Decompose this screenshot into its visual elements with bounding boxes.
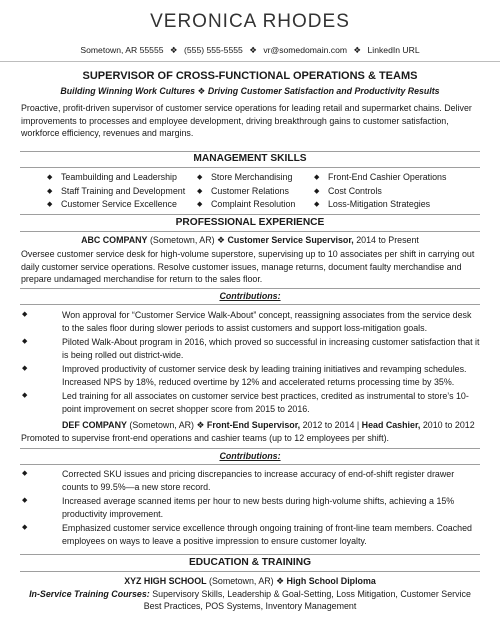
company-name: DEF COMPANY (62, 420, 127, 430)
separator-icon: ❖ (353, 45, 362, 55)
skill-item: ◆ Cost Controls (314, 185, 446, 199)
company-location: (Sometown, AR) (149, 235, 215, 245)
education-school-line (0, 575, 500, 588)
separator-icon: ❖ (249, 45, 257, 55)
job-dates: 2012 to 2014 (302, 420, 355, 430)
subheadline-part: Driving Customer Satisfaction and Productivity Results (207, 86, 440, 96)
contributions-label: Contributions: (219, 451, 281, 461)
diamond-bullet-icon: ◆ (47, 201, 53, 208)
section-divider (20, 231, 480, 232)
company-location: (Sometown, AR) (129, 420, 195, 430)
contact-phone: (555) 555-5555 (184, 45, 243, 55)
summary-paragraph: Proactive, profit-driven supervisor of customer service operations for leading retail and supermarket chains. Deliver improvements to processes and employee development, driving breakthrough gains to customer satisfaction, workforce efficiency, revenues and margins. (21, 103, 472, 138)
school-name: XYZ HIGH SCHOOL (124, 576, 207, 586)
separator-icon: ❖ (169, 45, 178, 55)
section-divider (20, 151, 480, 152)
job-description: Oversee customer service desk for high-volume superstore, supervising up to 10 associates per shift in carrying out daily customer service operations. Resolve customer issues, manage returns, document faulty merchandise and prepare undamaged merchandise for return to the sales floor. (21, 249, 475, 284)
school-location: (Sometown, AR) (209, 576, 274, 586)
diamond-bullet-icon: ◆ (47, 174, 53, 181)
section-divider (20, 214, 480, 215)
job-header (0, 235, 500, 246)
section-divider (20, 167, 480, 168)
subheadline-part: Building Winning Work Cultures (60, 86, 196, 96)
diamond-bullet-icon: ◆ (22, 524, 28, 531)
skill-item: ◆ Front-End Cashier Operations (314, 171, 446, 185)
diamond-bullet-icon: ◆ (197, 187, 203, 195)
separator-icon: ❖ (196, 420, 205, 430)
education-title: EDUCATION & TRAINING (188, 557, 312, 568)
contributions-divider (20, 448, 480, 449)
candidate-name: VERONICA RHODES (150, 11, 350, 32)
experience-title: PROFESSIONAL EXPERIENCE (175, 217, 325, 228)
contributions-divider (20, 464, 480, 465)
skill-item: ◆ Complaint Resolution (197, 198, 295, 212)
diamond-bullet-icon: ◆ (22, 365, 28, 372)
job-title: Head Cashier, (361, 420, 421, 430)
job-header: DEF COMPANY (Sometown, AR) ❖ Front-End Supervisor, 2012 to 2014 | Head Cashier, 2010 to 2012 (62, 420, 475, 430)
diamond-bullet-icon: ◆ (22, 497, 28, 504)
section-divider (20, 571, 480, 572)
training-line (0, 588, 500, 601)
skill-item: ◆ Teambuilding and Leadership (47, 171, 185, 185)
job-title: Customer Service Supervisor, (227, 235, 354, 245)
skills-column (314, 171, 446, 212)
diamond-bullet-icon: ◆ (314, 201, 320, 208)
skill-item: ◆ Store Merchandising (197, 171, 295, 185)
headline: SUPERVISOR OF CROSS-FUNCTIONAL OPERATIONS & TEAMS (82, 70, 418, 82)
header-divider (0, 61, 500, 62)
diamond-bullet-icon: ◆ (197, 174, 203, 181)
training-line-continued: Best Practices, POS Systems, Inventory Management (143, 601, 357, 611)
separator-icon: ❖ (197, 86, 206, 96)
diamond-bullet-icon: ◆ (197, 201, 203, 208)
skill-item: ◆ Loss-Mitigation Strategies (314, 198, 446, 212)
contact-line (0, 45, 500, 56)
contact-linkedin: LinkedIn URL (367, 45, 420, 55)
job-dates: 2010 to 2012 (422, 420, 475, 430)
contributions-divider (20, 304, 480, 305)
training-courses: Supervisory Skills, Leadership & Goal-Setting, Loss Mitigation, Customer Service (152, 589, 471, 599)
company-name: ABC COMPANY (81, 235, 148, 245)
diamond-bullet-icon: ◆ (22, 338, 28, 345)
skills-title: MANAGEMENT SKILLS (193, 153, 307, 164)
separator-icon: ❖ (217, 235, 226, 245)
diamond-bullet-icon: ◆ (22, 392, 28, 399)
contributions-label: Contributions: (219, 291, 281, 301)
subheadline (0, 86, 500, 97)
skill-item: ◆ Customer Service Excellence (47, 198, 185, 212)
skill-item: ◆ Customer Relations (197, 185, 295, 199)
job-dates: 2014 to Present (356, 235, 419, 245)
training-label: In-Service Training Courses: (29, 589, 150, 599)
contact-email: vr@somedomain.com (263, 45, 348, 55)
degree: High School Diploma (286, 576, 376, 586)
job-title: Front-End Supervisor, (206, 420, 301, 430)
contributions-divider (20, 288, 480, 289)
diamond-bullet-icon: ◆ (47, 187, 53, 195)
separator-icon: ❖ (276, 576, 285, 586)
skill-item: ◆ Staff Training and Development (47, 185, 185, 199)
diamond-bullet-icon: ◆ (22, 311, 28, 318)
diamond-bullet-icon: ◆ (314, 174, 320, 181)
job-description: Promoted to supervise front-end operations and cashier teams (up to 12 employees per shift). (21, 433, 390, 443)
skills-column (197, 171, 295, 212)
diamond-bullet-icon: ◆ (22, 470, 28, 477)
resume-page: VERONICA RHODES Sometown, AR 55555 ❖ (555) 555-5555 ❖ vr@somedomain.com ❖ LinkedIn URL SUPERVISOR OF CROSS-FUNCTIONAL OPERATIONS & TEAMS Building Winning Work Cultures ❖ Driving Customer Satisfaction and Productivity Results Proactive, profit-driven supervisor of customer service operations for leading retail and supermarket chains. Deliver improvements to processes and employee development, driving breakthrough gains to customer satisfaction, workforce efficiency, revenues and margins. MANAGEMENT SKILLS ◆ Teambuilding and Leadership ◆ Staff Training and Development ◆ Customer Service Excellence ◆ Store Merchandising ◆ Customer Relations ◆ Complaint Resolution ◆ Front-End Cashier Operations ◆ Cost Controls ◆ Loss-Mitigation Strategies PROFESSIONAL EXPERIENCE ABC COMPANY (Sometown, AR) ❖ Customer Service Supervisor, 2014 to Present Oversee customer service desk for high-volume superstore, supervising up to 10 associates per shift in carrying out daily customer service operations. Resolve customer issues, manage returns, document faulty merchandise and prepare undamaged merchandise for return to the sales floor. Contributions: ◆ Won approval for “Customer Service Walk-About” concept, reassigning associates from the service desk to the sales floor during slower periods to assist customers and support loss-mitigation goals. ◆ Piloted Walk-About program in 2016, which proved so successful in increasing customer satisfaction that it is being rolled out district-wide. ◆ Improved productivity of customer service desk by leading training initiatives and revamping schedules. Increased NPS by 18%, reduced overtime by 12% and accelerated returns processing time by 35%. ◆ Led training for all associates on customer service best practices, credited as instrumental to store’s 10-point improvement on secret shopper score from 2015 to 2016. DEF COMPANY (Sometown, AR) ❖ Front-End Supervisor, 2012 to 2014 | Head Cashier, 2010 to 2012 Promoted to supervise front-end operations and cashier teams (up to 12 employees per shift). Contributions: ◆ Corrected SKU issues and pricing discrepancies to increase accuracy of end-of-shift register drawer counts to 99.5%—a new store record. ◆ Increased average scanned items per hour to new bests during high-volume shifts, achieving a 15% productivity improvement. ◆ Emphasized customer service excellence through ongoing training of front-line team members. Coached employees on ways to leave a positive impression to ensure customer loyalty. EDUCATION & TRAINING XYZ HIGH SCHOOL (Sometown, AR) ❖ High School Diploma In-Service Training Courses: Supervisory Skills, Leadership & Goal-Setting, Loss Mitigation, Customer Service Best Practices, POS Systems, Inventory Management (0, 0, 500, 639)
diamond-bullet-icon: ◆ (314, 187, 320, 195)
contact-address: Sometown, AR 55555 (80, 45, 164, 55)
section-divider (20, 554, 480, 555)
skills-column (47, 171, 185, 212)
